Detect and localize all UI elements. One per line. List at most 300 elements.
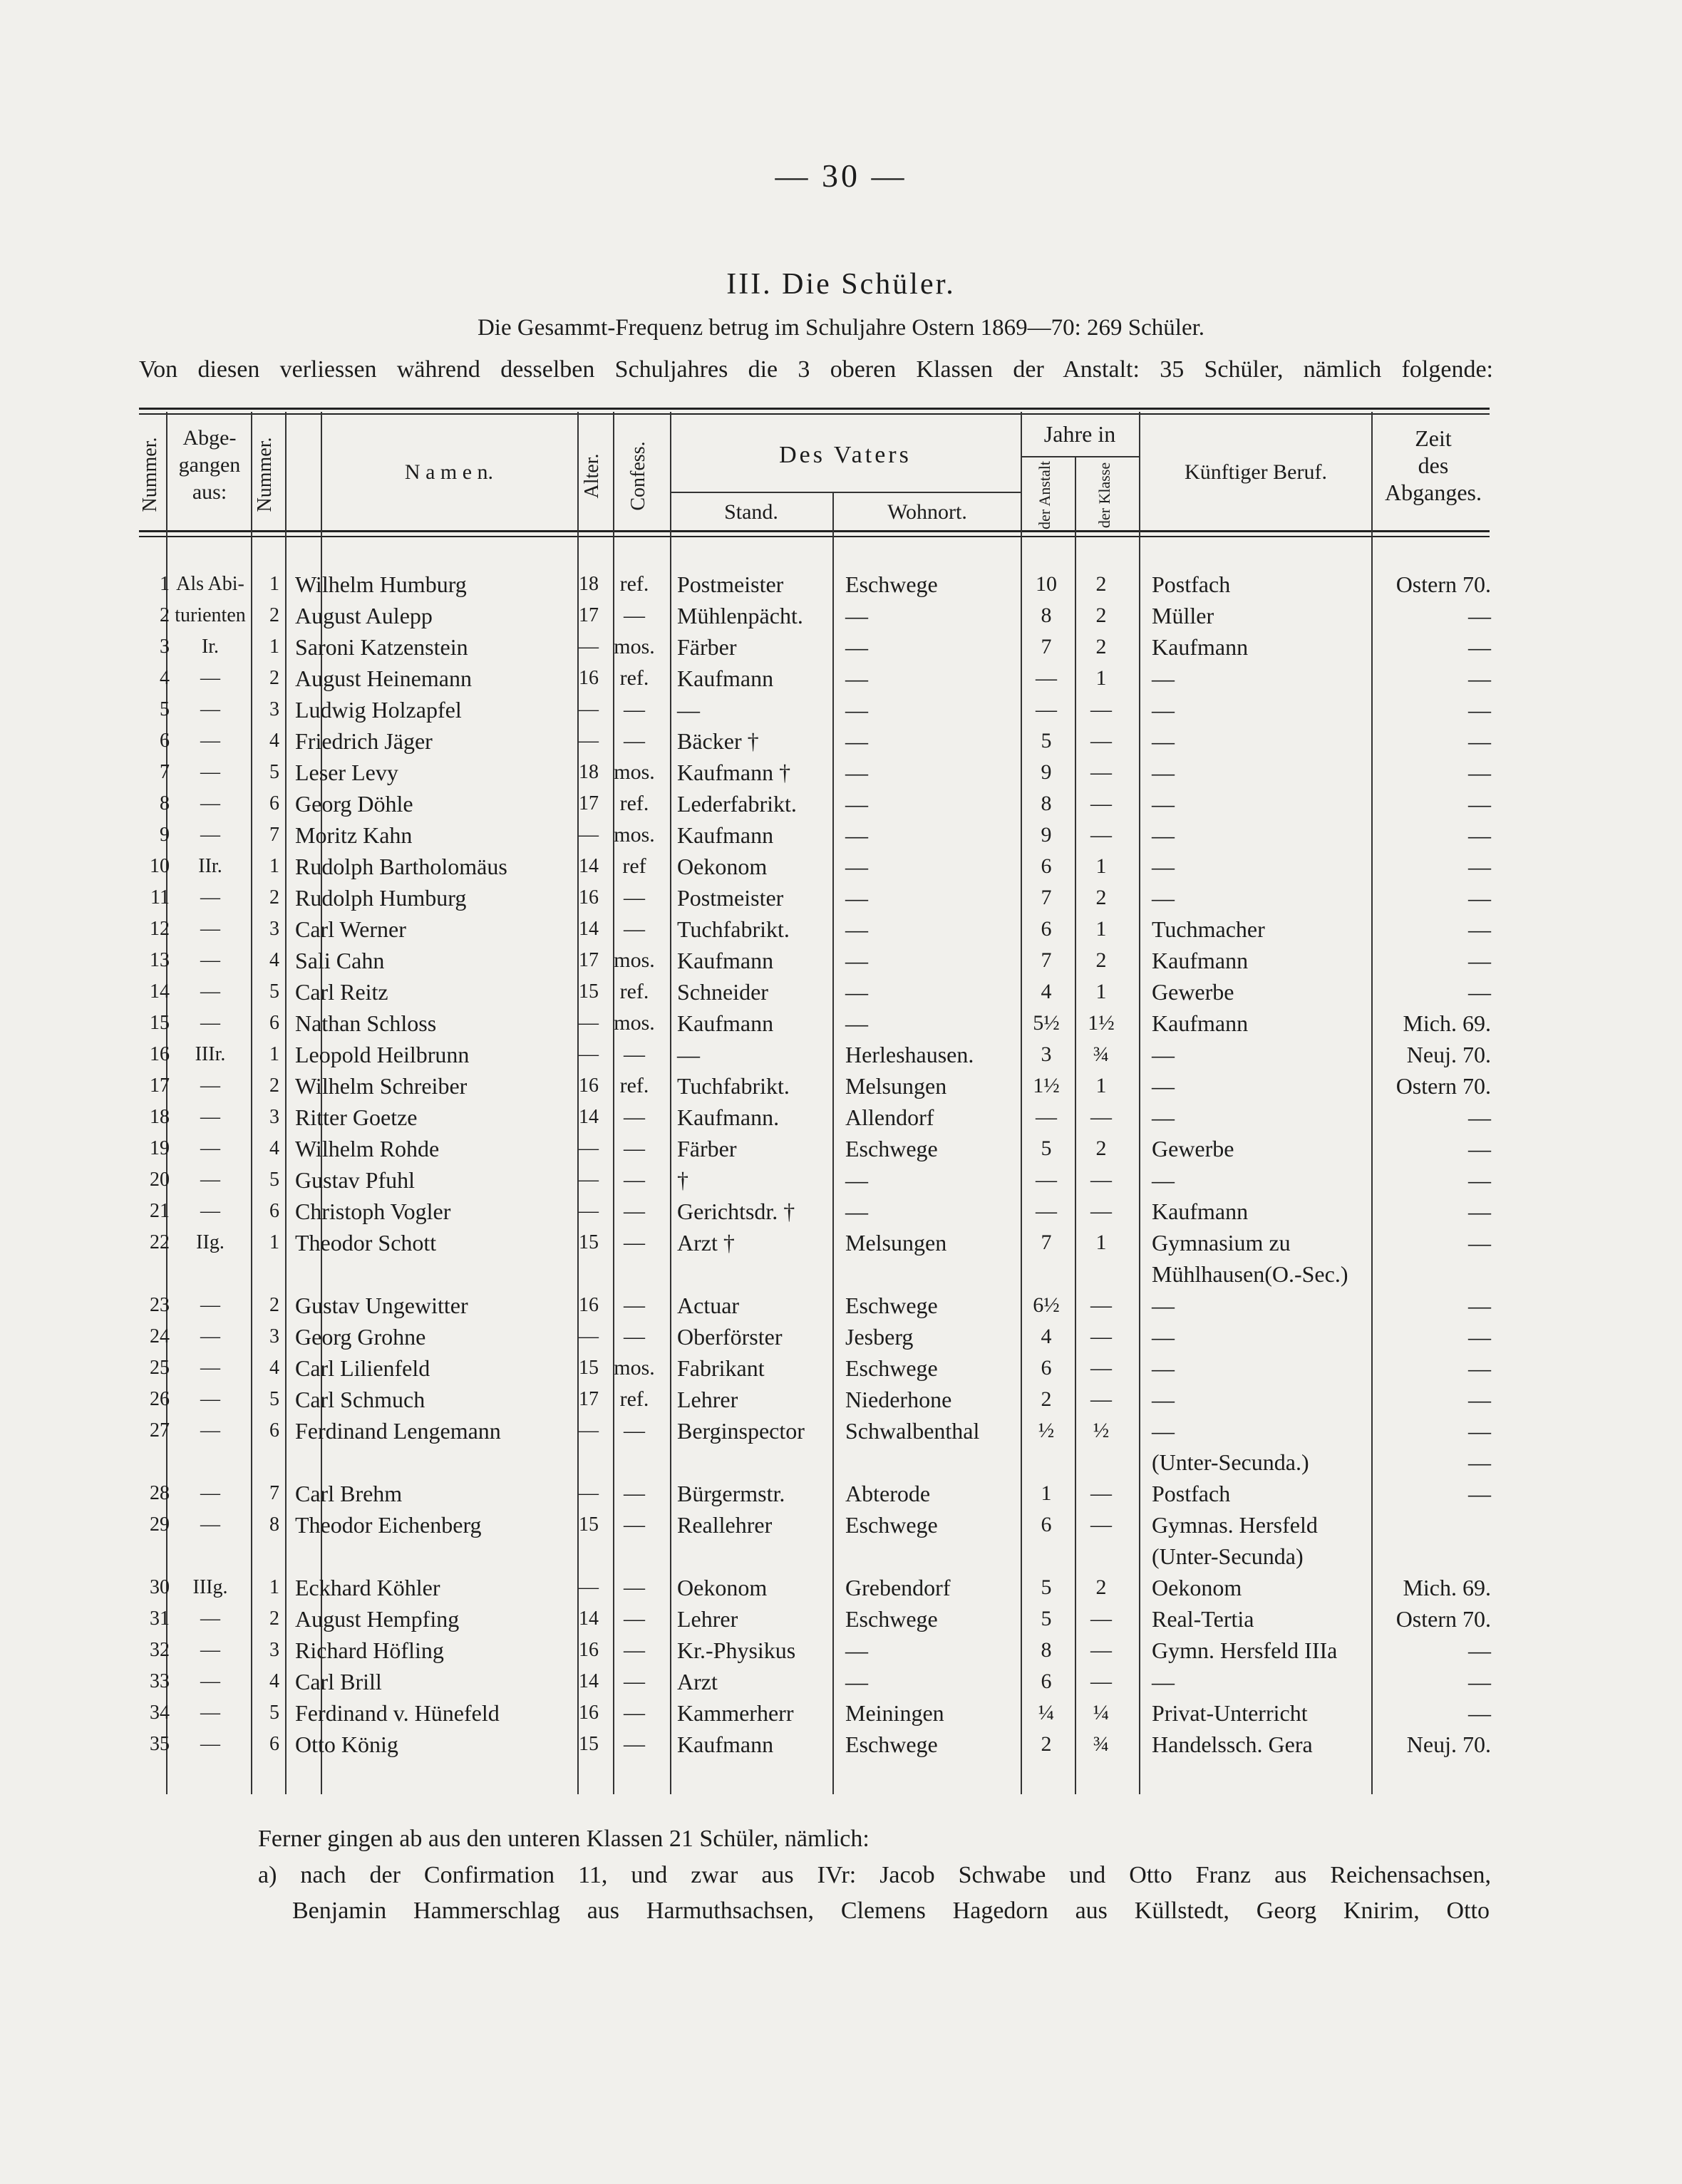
- row-vater-wohnort: Niederhone: [845, 1387, 952, 1412]
- row-vater-stand: Kaufmann: [677, 822, 774, 848]
- row-beruf: Kaufmann: [1152, 634, 1249, 660]
- row-confession: —: [624, 1638, 645, 1662]
- row-zeit: —: [1468, 1481, 1491, 1506]
- row-vater-wohnort: —: [845, 697, 868, 723]
- row-beruf: —: [1152, 760, 1175, 785]
- row-abgegangen: —: [200, 949, 220, 971]
- table-row: [0, 851, 1682, 882]
- header-alter: Alter.: [581, 453, 603, 499]
- row-beruf: Handelssch. Gera: [1152, 1732, 1313, 1757]
- row-vater-wohnort: —: [845, 822, 868, 848]
- row-alter: 16: [579, 1294, 599, 1316]
- row-vater-wohnort: —: [845, 634, 868, 660]
- row-zeit: —: [1468, 1387, 1491, 1412]
- row-jahre-anstalt: 9: [1041, 760, 1052, 784]
- row-vater-wohnort: —: [845, 1010, 868, 1036]
- row-name: Eckhard Köhler: [295, 1575, 440, 1600]
- row-class-number: 6: [269, 1200, 279, 1222]
- row-jahre-klasse: —: [1090, 1513, 1112, 1536]
- row-jahre-anstalt: 7: [1041, 1231, 1052, 1254]
- row-zeit: —: [1468, 1449, 1491, 1475]
- row-jahre-klasse: —: [1090, 1356, 1112, 1380]
- row-beruf: Gewerbe: [1152, 1136, 1234, 1161]
- header-bottom-rule: [139, 530, 1490, 532]
- row-alter: 16: [579, 1639, 599, 1661]
- row-vater-wohnort: Abterode: [845, 1481, 931, 1506]
- row-confession: ref: [622, 854, 646, 878]
- row-class-number: 1: [269, 855, 279, 877]
- row-jahre-klasse: —: [1090, 698, 1112, 721]
- section-heading: III. Die Schüler.: [726, 268, 956, 301]
- table-row: [0, 1039, 1682, 1070]
- row-class-number: 6: [269, 1012, 279, 1034]
- row-name: Carl Reitz: [295, 979, 388, 1005]
- table-row: [0, 663, 1682, 694]
- row-jahre-klasse: 2: [1095, 635, 1107, 658]
- table-row: [0, 1196, 1682, 1227]
- table-row: [0, 757, 1682, 788]
- row-class-number: 2: [269, 1075, 279, 1097]
- row-class-number: 1: [269, 573, 279, 595]
- table-row: [0, 1008, 1682, 1039]
- header-kuenftiger-beruf: Künftiger Beruf.: [1185, 460, 1327, 484]
- header-wohnort: Wohnort.: [887, 500, 967, 524]
- row-confession: —: [624, 1513, 645, 1536]
- table-row: [0, 1697, 1682, 1729]
- row-number: 14: [150, 980, 170, 1003]
- row-name: Friedrich Jäger: [295, 728, 433, 754]
- row-name: Otto König: [295, 1732, 398, 1757]
- row-name: Theodor Schott: [295, 1230, 437, 1256]
- row-class-number: 1: [269, 1043, 279, 1065]
- row-beruf: —: [1152, 854, 1175, 879]
- row-jahre-anstalt: 6: [1041, 854, 1052, 878]
- table-row: [0, 631, 1682, 663]
- row-jahre-anstalt: 2: [1041, 1732, 1052, 1756]
- row-abgegangen: —: [200, 1325, 220, 1347]
- row-class-number: 2: [269, 1294, 279, 1316]
- row-vater-stand: —: [677, 697, 700, 723]
- row-jahre-anstalt: 6½: [1033, 1293, 1060, 1317]
- row-class-number: 4: [269, 1137, 279, 1159]
- row-vater-stand: Kaufmann: [677, 1732, 774, 1757]
- row-alter: 14: [579, 1608, 599, 1630]
- row-name: Carl Brill: [295, 1669, 382, 1694]
- table-row: [0, 600, 1682, 631]
- row-number: 1: [160, 573, 170, 595]
- table-row: [0, 1290, 1682, 1321]
- row-beruf: —: [1152, 1104, 1175, 1130]
- row-jahre-klasse: 1: [1095, 1231, 1107, 1254]
- row-beruf: —: [1152, 1167, 1175, 1193]
- row-vater-wohnort: Eschwege: [845, 1136, 938, 1161]
- row-confession: —: [624, 698, 645, 721]
- row-vater-wohnort: —: [845, 885, 868, 911]
- row-jahre-anstalt: 1: [1041, 1481, 1052, 1505]
- row-vater-stand: Färber: [677, 1136, 737, 1161]
- table-row: [0, 1070, 1682, 1102]
- row-class-number: 5: [269, 1702, 279, 1724]
- row-beruf: Gymnasium zu: [1152, 1230, 1291, 1256]
- row-zeit: —: [1468, 1136, 1491, 1161]
- row-zeit: —: [1468, 1324, 1491, 1350]
- row-jahre-klasse: ½: [1093, 1419, 1110, 1442]
- row-number: 32: [150, 1639, 170, 1661]
- row-number: 3: [160, 636, 170, 658]
- row-name: Christoph Vogler: [295, 1199, 451, 1224]
- table-row: [0, 819, 1682, 851]
- table-row: [0, 1321, 1682, 1352]
- header-abgegangen-2: gangen: [178, 453, 241, 477]
- row-vater-stand: Lehrer: [677, 1387, 738, 1412]
- row-alter: —: [579, 636, 599, 658]
- row-vater-wohnort: Herleshausen.: [845, 1042, 974, 1067]
- row-vater-stand: Lederfabrikt.: [677, 791, 797, 817]
- row-jahre-klasse: 1: [1095, 917, 1107, 941]
- row-beruf: Gewerbe: [1152, 979, 1234, 1005]
- row-confession: —: [624, 1732, 645, 1756]
- row-confession: —: [624, 1701, 645, 1724]
- row-abgegangen: —: [200, 824, 220, 846]
- footer-line-3: Benjamin Hammerschlag aus Harmuthsachsen, Clemens Hagedorn aus Küllstedt, Georg Knirim, Otto: [292, 1898, 1490, 1924]
- row-alter: 16: [579, 1075, 599, 1097]
- row-jahre-klasse: —: [1090, 1638, 1112, 1662]
- row-beruf: Privat-Unterricht: [1152, 1700, 1308, 1726]
- intro-leaving: Von diesen verliessen während desselben Schuljahres die 3 oberen Klassen der Anstalt: 35 Schüler, nämlich folgende:: [139, 356, 1493, 383]
- row-confession: —: [624, 1042, 645, 1066]
- table-row: [0, 569, 1682, 600]
- row-jahre-klasse: 1: [1095, 666, 1107, 690]
- row-abgegangen: IIr.: [198, 855, 222, 877]
- row-number: 20: [150, 1169, 170, 1191]
- row-jahre-klasse: ¼: [1093, 1701, 1110, 1724]
- row-confession: mos.: [614, 948, 655, 972]
- row-jahre-anstalt: —: [1036, 1168, 1057, 1191]
- row-alter: 15: [579, 1357, 599, 1379]
- row-vater-wohnort: Allendorf: [845, 1104, 934, 1130]
- row-beruf: Gymn. Hersfeld IIIa: [1152, 1637, 1338, 1663]
- row-vater-wohnort: —: [845, 603, 868, 628]
- row-jahre-anstalt: 6: [1041, 917, 1052, 941]
- row-number: 22: [150, 1231, 170, 1253]
- row-beruf: —: [1152, 885, 1175, 911]
- row-zeit: —: [1468, 1199, 1491, 1224]
- row-alter: 17: [579, 792, 599, 814]
- row-zeit: —: [1468, 1669, 1491, 1694]
- row-vater-wohnort: Eschwege: [845, 1293, 938, 1318]
- row-alter: —: [579, 1576, 599, 1598]
- row-confession: mos.: [614, 1356, 655, 1380]
- row-zeit: —: [1468, 697, 1491, 723]
- row-vater-wohnort: —: [845, 1637, 868, 1663]
- row-number: 35: [150, 1733, 170, 1755]
- row-jahre-anstalt: 5: [1041, 1575, 1052, 1599]
- row-abgegangen: —: [200, 1169, 220, 1191]
- header-nummer: Nummer.: [139, 437, 161, 512]
- row-vater-stand: Actuar: [677, 1293, 740, 1318]
- header-abgegangen-1: Abge-: [182, 426, 237, 450]
- header-zeit-1: Zeit: [1415, 425, 1452, 451]
- row-vater-wohnort: —: [845, 666, 868, 691]
- table-row: [0, 1102, 1682, 1133]
- row-abgegangen: —: [200, 1137, 220, 1159]
- row-alter: 16: [579, 1702, 599, 1724]
- footer-line-1: Ferner gingen ab aus den unteren Klassen 21 Schüler, nämlich:: [258, 1826, 870, 1852]
- row-alter: 17: [579, 604, 599, 626]
- row-number: 6: [160, 730, 170, 752]
- row-abgegangen: —: [200, 667, 220, 689]
- row-class-number: 4: [269, 949, 279, 971]
- row-confession: mos.: [614, 823, 655, 847]
- row-alter: 18: [579, 761, 599, 783]
- row-abgegangen: —: [200, 1670, 220, 1692]
- row-abgegangen: Als Abi-: [176, 573, 244, 595]
- row-alter: 18: [579, 573, 599, 595]
- row-class-number: 7: [269, 824, 279, 846]
- row-abgegangen: —: [200, 1482, 220, 1504]
- row-jahre-anstalt: —: [1036, 698, 1057, 721]
- row-vater-stand: Reallehrer: [677, 1512, 773, 1538]
- row-jahre-klasse: —: [1090, 823, 1112, 847]
- row-vater-wohnort: Grebendorf: [845, 1575, 951, 1600]
- table-row: [0, 1635, 1682, 1666]
- row-vater-wohnort: Eschwege: [845, 1355, 938, 1381]
- row-beruf: Oekonom: [1152, 1575, 1242, 1600]
- row-alter: —: [579, 1200, 599, 1222]
- row-confession: —: [624, 604, 645, 627]
- row-jahre-klasse: 2: [1095, 572, 1107, 596]
- row-abgegangen: —: [200, 1639, 220, 1661]
- row-alter: —: [579, 1482, 599, 1504]
- row-confession: —: [624, 1419, 645, 1442]
- row-abgegangen: —: [200, 980, 220, 1003]
- row-jahre-klasse: —: [1090, 1387, 1112, 1411]
- row-name: Wilhelm Humburg: [295, 571, 467, 597]
- row-name: Leopold Heilbrunn: [295, 1042, 470, 1067]
- row-abgegangen: —: [200, 1357, 220, 1379]
- row-name: Ferdinand Lengemann: [295, 1418, 501, 1444]
- row-zeit: —: [1468, 1418, 1491, 1444]
- row-vater-stand: Tuchfabrikt.: [677, 916, 790, 942]
- table-row: [0, 1227, 1682, 1258]
- row-number: 18: [150, 1106, 170, 1128]
- header-der-klasse: der Klasse: [1095, 462, 1113, 529]
- row-class-number: 2: [269, 667, 279, 689]
- row-beruf: —: [1152, 1387, 1175, 1412]
- row-class-number: 1: [269, 1231, 279, 1253]
- row-confession: —: [624, 1105, 645, 1129]
- row-alter: 17: [579, 1388, 599, 1410]
- row-class-number: 6: [269, 1419, 279, 1442]
- row-confession: —: [624, 1481, 645, 1505]
- row-name: Richard Höfling: [295, 1637, 444, 1663]
- row-vater-wohnort: Schwalbenthal: [845, 1418, 980, 1444]
- row-class-number: 1: [269, 1576, 279, 1598]
- row-jahre-anstalt: 4: [1041, 980, 1052, 1003]
- row-name: Wilhelm Rohde: [295, 1136, 440, 1161]
- row-abgegangen: IIg.: [196, 1231, 225, 1253]
- row-beruf: Kaufmann: [1152, 948, 1249, 973]
- row-class-number: 4: [269, 1670, 279, 1692]
- row-number: 2: [160, 604, 170, 626]
- row-abgegangen: —: [200, 1608, 220, 1630]
- row-number: 31: [150, 1608, 170, 1630]
- row-alter: —: [579, 730, 599, 752]
- row-alter: —: [579, 1169, 599, 1191]
- row-jahre-anstalt: 8: [1041, 604, 1052, 627]
- row-name: Carl Werner: [295, 916, 406, 942]
- row-confession: —: [624, 729, 645, 752]
- header-jahre-in: Jahre in: [1043, 421, 1116, 447]
- row-jahre-anstalt: —: [1036, 1199, 1057, 1223]
- row-vater-stand: Kr.-Physikus: [677, 1637, 796, 1663]
- row-number: 23: [150, 1294, 170, 1316]
- table-row: [0, 1541, 1682, 1572]
- table-row: [0, 976, 1682, 1008]
- row-vater-stand: Fabrikant: [677, 1355, 765, 1381]
- row-vater-stand: Färber: [677, 634, 737, 660]
- row-confession: mos.: [614, 1011, 655, 1035]
- row-jahre-anstalt: 8: [1041, 792, 1052, 815]
- row-number: 19: [150, 1137, 170, 1159]
- row-jahre-klasse: —: [1090, 760, 1112, 784]
- row-abgegangen: —: [200, 1012, 220, 1034]
- row-confession: ref.: [619, 666, 649, 690]
- row-alter: —: [579, 824, 599, 846]
- row-class-number: 5: [269, 1169, 279, 1191]
- table-top-rule: [139, 408, 1490, 410]
- row-alter: 17: [579, 949, 599, 971]
- row-vater-stand: Berginspector: [677, 1418, 805, 1444]
- row-alter: 15: [579, 980, 599, 1003]
- row-name: Carl Schmuch: [295, 1387, 425, 1412]
- row-zeit: Mich. 69.: [1403, 1010, 1491, 1036]
- row-alter: 15: [579, 1733, 599, 1755]
- table-row: [0, 1729, 1682, 1760]
- row-vater-wohnort: Eschwege: [845, 1512, 938, 1538]
- row-jahre-anstalt: 3: [1041, 1042, 1052, 1066]
- row-vater-stand: Bürgermstr.: [677, 1481, 785, 1506]
- row-class-number: 3: [269, 918, 279, 940]
- header-bottom-rule-2: [139, 536, 1490, 537]
- header-namen: N a m e n.: [404, 460, 494, 484]
- row-zeit: —: [1468, 979, 1491, 1005]
- row-beruf: Müller: [1152, 603, 1214, 628]
- row-confession: ref.: [619, 792, 649, 815]
- header-abgegangen-3: aus:: [192, 480, 227, 504]
- vaters-sub-rule: [670, 492, 1021, 493]
- row-name: Ferdinand v. Hünefeld: [295, 1700, 500, 1726]
- row-vater-stand: Oekonom: [677, 1575, 768, 1600]
- row-vater-wohnort: Eschwege: [845, 1606, 938, 1632]
- row-name: Nathan Schloss: [295, 1010, 437, 1036]
- row-alter: —: [579, 1137, 599, 1159]
- table-row: [0, 725, 1682, 757]
- row-alter: 15: [579, 1513, 599, 1536]
- row-confession: ref.: [619, 572, 649, 596]
- row-beruf: Tuchmacher: [1152, 916, 1265, 942]
- row-confession: —: [624, 886, 645, 909]
- row-number: 33: [150, 1670, 170, 1692]
- row-vater-wohnort: —: [845, 979, 868, 1005]
- row-zeit: —: [1468, 1293, 1491, 1318]
- row-abgegangen: —: [200, 1702, 220, 1724]
- row-jahre-anstalt: 9: [1041, 823, 1052, 847]
- row-jahre-anstalt: 5½: [1033, 1011, 1060, 1035]
- row-abgegangen: —: [200, 1388, 220, 1410]
- intro-frequency: Die Gesammt-Frequenz betrug im Schuljahre Ostern 1869—70: 269 Schüler.: [477, 315, 1205, 341]
- row-number: 27: [150, 1419, 170, 1442]
- row-beruf: Kaufmann: [1152, 1010, 1249, 1036]
- table-row: [0, 1384, 1682, 1415]
- row-vater-stand: Tuchfabrikt.: [677, 1073, 790, 1099]
- row-number: 12: [150, 918, 170, 940]
- row-jahre-anstalt: 10: [1036, 572, 1057, 596]
- row-class-number: 7: [269, 1482, 279, 1504]
- row-jahre-klasse: 1: [1095, 980, 1107, 1003]
- row-class-number: 2: [269, 604, 279, 626]
- row-vater-stand: Kaufmann †: [677, 760, 791, 785]
- row-jahre-anstalt: ½: [1038, 1419, 1055, 1442]
- row-number: 34: [150, 1702, 170, 1724]
- row-jahre-anstalt: 6: [1041, 1670, 1052, 1693]
- row-jahre-anstalt: —: [1036, 666, 1057, 690]
- row-vater-wohnort: —: [845, 791, 868, 817]
- row-alter: —: [579, 1012, 599, 1034]
- header-nummer-2: Nummer.: [254, 437, 276, 512]
- row-alter: 14: [579, 855, 599, 877]
- row-zeit: Ostern 70.: [1395, 571, 1491, 597]
- row-confession: —: [624, 1231, 645, 1254]
- row-vater-stand: Mühlenpächt.: [677, 603, 803, 628]
- row-class-number: 1: [269, 636, 279, 658]
- row-confession: —: [624, 1168, 645, 1191]
- row-number: 28: [150, 1482, 170, 1504]
- row-class-number: 6: [269, 792, 279, 814]
- row-jahre-klasse: —: [1090, 792, 1112, 815]
- row-jahre-klasse: 2: [1095, 886, 1107, 909]
- row-abgegangen: —: [200, 761, 220, 783]
- row-name: Carl Lilienfeld: [295, 1355, 430, 1381]
- row-zeit: Mich. 69.: [1403, 1575, 1491, 1600]
- table-row: [0, 1509, 1682, 1541]
- row-number: 7: [160, 761, 170, 783]
- row-confession: mos.: [614, 760, 655, 784]
- row-beruf: —: [1152, 1669, 1175, 1694]
- row-vater-stand: Schneider: [677, 979, 768, 1005]
- row-confession: —: [624, 1137, 645, 1160]
- row-name: Gustav Pfuhl: [295, 1167, 415, 1193]
- row-zeit: Ostern 70.: [1395, 1073, 1491, 1099]
- row-number: 25: [150, 1357, 170, 1379]
- row-class-number: 2: [269, 886, 279, 909]
- row-class-number: 3: [269, 1639, 279, 1661]
- row-zeit: —: [1468, 822, 1491, 848]
- row-jahre-klasse: 2: [1095, 1137, 1107, 1160]
- row-beruf: Mühlhausen(O.-Sec.): [1152, 1261, 1348, 1287]
- row-jahre-klasse: —: [1090, 1199, 1112, 1223]
- table-row: [0, 882, 1682, 914]
- row-name: Moritz Kahn: [295, 822, 413, 848]
- row-alter: 14: [579, 1670, 599, 1692]
- row-alter: 14: [579, 918, 599, 940]
- row-abgegangen: —: [200, 730, 220, 752]
- row-alter: —: [579, 1325, 599, 1347]
- row-class-number: 3: [269, 1106, 279, 1128]
- row-name: Leser Levy: [295, 760, 398, 785]
- row-vater-wohnort: Eschwege: [845, 571, 938, 597]
- row-number: 13: [150, 949, 170, 971]
